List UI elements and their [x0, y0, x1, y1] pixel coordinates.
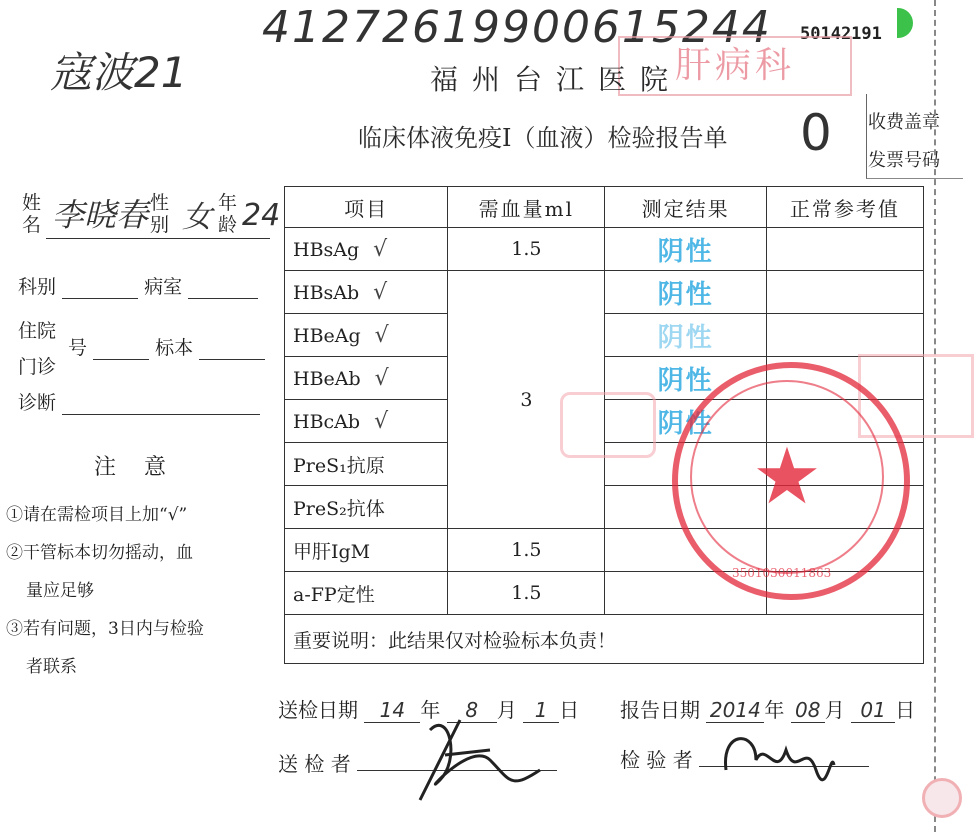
dept-field	[62, 298, 138, 299]
report-year-value: 2014	[706, 698, 764, 723]
item-name: HBeAb	[293, 367, 361, 390]
item-name: HBsAg	[293, 238, 360, 261]
specimen-field	[199, 359, 265, 360]
table-row	[285, 271, 924, 314]
number-field	[93, 359, 149, 360]
inpatient-label: 住院	[18, 320, 57, 342]
reference-cell	[766, 314, 923, 357]
checker-row: 检 验 者	[620, 744, 869, 773]
note-item: ③若有问题，3日内与检验	[6, 619, 204, 639]
department-stamp: 肝病科	[618, 36, 852, 96]
send-day-value: 1	[523, 698, 559, 723]
hospital-name: 福州台江医院	[430, 63, 683, 96]
handwritten-mark: 0	[800, 104, 832, 162]
note-item: ①请在需检项目上加“√”	[6, 505, 188, 525]
note-item: 者联系	[26, 657, 77, 677]
volume-value: 1.5	[448, 228, 605, 271]
volume-value: 1.5	[448, 572, 605, 615]
check-mark: √	[374, 408, 389, 434]
notes-title: 注 意	[94, 455, 166, 480]
diagnosis-field	[62, 414, 260, 415]
result-stamp: 阴性	[657, 236, 714, 267]
header-item: 项目	[285, 187, 448, 228]
send-date-row: 送检日期 14 年 8 月 1 日	[278, 698, 580, 722]
age-label: 年 龄	[218, 192, 238, 236]
header-volume: 需血量ml	[448, 187, 605, 228]
item-name: PreS₂抗体	[285, 486, 448, 529]
handwritten-note: 寇波21	[50, 48, 188, 97]
result-stamp: 阴性	[657, 365, 714, 396]
header-reference: 正常参考值	[766, 187, 923, 228]
reference-cell	[766, 228, 923, 271]
result-stamp: 阴性	[657, 279, 714, 310]
result-stamp: 阴性	[657, 408, 714, 439]
name-label: 姓 名	[22, 192, 42, 236]
send-year-value: 14	[364, 698, 420, 723]
result-stamp: 阴性	[657, 322, 714, 353]
table-row	[285, 314, 924, 357]
handwritten-id-number: 41272619900615244	[262, 2, 772, 53]
diagnosis-row: 诊断	[18, 388, 260, 415]
checker-signature	[716, 720, 836, 790]
serial-number: 50142191	[800, 24, 882, 44]
gender-label: 性 别	[150, 192, 170, 236]
seal-number: 3501030011863	[732, 566, 832, 580]
important-note: 重要说明：此结果仅对检验标本负责！	[285, 615, 924, 664]
table-note-row	[285, 615, 924, 664]
item-name: HBeAg	[293, 324, 361, 347]
sender-signature	[400, 700, 560, 810]
item-name: HBsAb	[293, 281, 360, 304]
item-name: HBcAb	[293, 410, 361, 433]
report-date-row: 报告日期 2014 年 08 月 01 日	[620, 698, 916, 722]
volume-value: 1.5	[448, 529, 605, 572]
notes-list	[6, 496, 204, 686]
note-item: ②干管标本切勿摇动，血	[6, 543, 193, 563]
check-mark: √	[374, 365, 389, 391]
check-mark: √	[374, 322, 389, 348]
check-mark: √	[373, 279, 388, 305]
dept-row: 科别 病室	[18, 272, 258, 299]
header-result: 测定结果	[605, 187, 766, 228]
seal-star-icon: ★	[752, 432, 822, 522]
age-value: 24	[242, 198, 281, 233]
outpatient-label: 门诊	[18, 356, 57, 378]
green-tab-mark	[897, 8, 913, 38]
fee-stamp-label: 收费盖章	[868, 112, 940, 133]
number-specimen-row: 号 标本	[68, 333, 265, 360]
table-row	[285, 228, 924, 271]
corner-seal	[922, 778, 962, 818]
sender-row: 送 检 者	[278, 748, 557, 777]
report-month-value: 08	[791, 698, 825, 723]
fee-stamp-labels	[868, 104, 948, 180]
patient-name-value: 李晓春	[52, 196, 149, 234]
report-day-value: 01	[851, 698, 895, 723]
name-underline	[46, 238, 270, 239]
item-name: a-FP定性	[285, 572, 448, 615]
item-name: 甲肝IgM	[285, 529, 448, 572]
gender-value: 女	[182, 200, 212, 235]
note-item: 量应足够	[26, 581, 94, 601]
send-month-value: 8	[447, 698, 497, 723]
invoice-number-label: 发票号码	[868, 150, 940, 171]
ward-field	[188, 298, 258, 299]
reference-cell	[766, 271, 923, 314]
volume-value: 3	[448, 271, 605, 529]
item-name: PreS₁抗原	[285, 443, 448, 486]
faded-stamp	[560, 392, 656, 458]
check-mark: √	[373, 236, 388, 262]
form-title: 临床体液免疫Ⅰ（血液）检验报告单	[358, 124, 728, 152]
table-header-row	[285, 187, 924, 228]
